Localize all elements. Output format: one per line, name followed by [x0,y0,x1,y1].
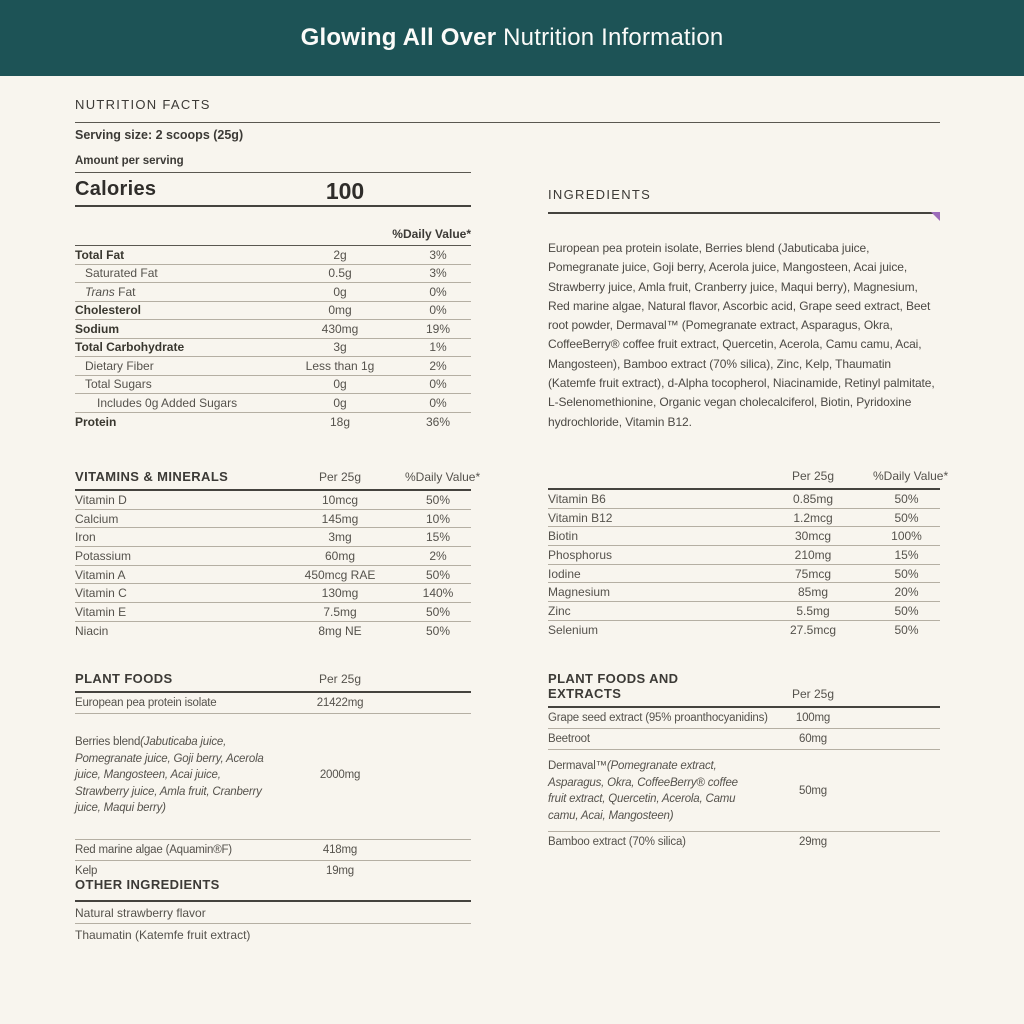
plant-food-label [548,836,753,848]
plant-food-name: Grape seed extract (95% proanthocyanidins) [548,712,768,724]
vitamin-label: Iodine [548,566,581,581]
plant-food-amount: 29mg [799,836,827,848]
table-row [548,490,940,509]
plant-food-name: Berries blend [75,736,141,748]
nutrient-label [75,415,275,429]
vitamin-amount: 27.5mcg [789,623,837,638]
table-row [75,693,471,714]
plant-food-label [75,865,275,877]
vitamins-minerals-title: VITAMINS & MINERALS [75,469,229,484]
amount-per-serving-label: Amount per serving [75,155,471,173]
vitamin-label: Calcium [75,511,119,526]
vitamin-label: Iron [75,530,96,545]
vitamin-daily-value: 50% [425,567,451,582]
plant-food-amount: 50mg [799,785,827,797]
vitamin-amount: 10mcg [321,492,359,507]
plant-food-label [548,733,753,745]
daily-value-column-header: %Daily Value* [873,469,949,483]
page-title-suffix: Nutrition Information [496,24,724,51]
vitamin-amount: 7.5mg [323,604,357,619]
plant-foods-table [75,671,471,881]
vitamin-daily-value: 50% [425,624,451,639]
nutrient-label [75,359,275,373]
nutrient-label-text: Total Carbohydrate [75,340,185,355]
vitamin-label: Potassium [75,548,132,563]
plant-food-amount: 418mg [322,843,358,856]
vitamin-daily-value: 15% [425,530,451,545]
vitamin-label: Selenium [548,623,599,638]
table-row [75,246,471,265]
nutrient-label [75,396,275,410]
vitamin-daily-value: 15% [894,547,919,562]
plant-food-label [75,734,275,817]
daily-value-column-header: %Daily Value* [392,227,471,241]
table-row [75,902,471,924]
nutrient-label [75,303,275,317]
nutrient-label-text: Saturated Fat [85,266,158,281]
vitamin-amount: 1.2mcg [793,510,833,525]
table-row [75,394,471,413]
vitamins-minerals-table-right [548,469,949,640]
nutrition-facts-table [75,245,471,431]
table-row [548,621,940,640]
vitamin-label: Biotin [548,529,579,544]
other-ingredients-section [75,876,471,945]
calories-label: Calories [75,178,157,200]
nutrient-label-text: Sodium [75,321,119,336]
nutrient-label [75,248,275,262]
vitamin-amount: 3mg [328,530,352,545]
nutrient-label [75,285,275,299]
vitamin-daily-value: 50% [425,604,451,619]
nutrient-label-text: Includes 0g Added Sugars [97,395,238,410]
nutrient-label-text: Cholesterol [75,303,142,318]
vitamin-amount: 130mg [321,586,359,601]
plant-food-name: Kelp [75,864,98,877]
nutrient-daily-value: 2% [429,358,447,373]
vitamin-amount: 60mg [324,548,356,563]
table-row [75,566,471,585]
plant-food-name: Red marine algae (Aquamin®F) [75,843,232,856]
other-ingredient-label: Thaumatin (Katemfe fruit extract) [75,928,251,942]
plant-food-label [548,712,768,724]
vitamin-daily-value: 50% [894,603,919,618]
vitamin-label: Phosphorus [548,547,613,562]
table-row [75,603,471,622]
table-row [548,565,940,584]
plant-foods-header-row [75,671,471,693]
table-row [75,413,471,432]
per-25g-column-header: Per 25g [791,469,835,483]
vitamin-daily-value: 50% [425,492,451,507]
per-25g-column-header: Per 25g [318,470,362,484]
plant-foods-extracts-table [548,671,940,852]
plant-food-name: Dermaval™ [548,760,607,772]
page-title [301,24,724,52]
nutrient-daily-value: 3% [429,247,447,262]
plant-food-label [548,758,753,824]
table-row [75,584,471,603]
nutrient-daily-value: 0% [429,284,447,299]
nutrient-label [75,266,275,280]
vitamin-label: Magnesium [548,585,611,600]
vitamin-daily-value: 50% [894,491,919,506]
table-row [75,357,471,376]
vitamin-amount: 75mcg [794,566,832,581]
nutrient-amount: 0.5g [328,266,352,281]
daily-value-column-header: %Daily Value* [405,470,481,484]
nutrient-amount: 0mg [328,303,352,318]
nutrient-daily-value: 0% [429,395,447,410]
nutrient-label-text: Total Sugars [85,377,152,392]
vitamin-daily-value: 2% [429,548,447,563]
table-row [75,714,471,840]
vitamin-label: Vitamin E [75,604,127,619]
nutrient-daily-value: 19% [425,321,451,336]
vitamin-amount: 145mg [321,511,359,526]
table-row [75,510,471,529]
table-row [75,320,471,339]
other-ingredients-rows [75,902,471,945]
serving-size: Serving size: 2 scoops (25g) [75,128,244,142]
ingredients-paragraph: European pea protein isolate, Berries blend (Jabuticaba juice, Pomegranate juice, Goji berry, Acerola juice, Mangosteen, Acai juice, Strawberry juice, Amla fruit, Cranberry juice, Maqui berry), Magnesium, Red marine algae, Natural flavor, Ascorbic acid, Grape seed extract, Beet root powder, Dermaval™ (Pomegranate extract, Asparagus, Okra, CoffeeBerry® coffee fruit extract, Quercetin, Acerola, Camu camu, Acai, Mangosteen), Bamboo extract (70% silica), Zinc, Kelp, Thaumatin (Katemfe fruit extract), d-Alpha tocopherol, Niacinamide, Retinyl palmitate, L-Selenomethionine, Organic vegan cholecalciferol, Biotin, Pyridoxine hydrochloride, Vitamin B12. [548,241,935,429]
vitamins-right-rows [548,490,940,640]
table-row [75,302,471,321]
table-row [548,729,940,750]
vitamin-daily-value: 50% [894,566,919,581]
table-row [75,528,471,547]
nutrient-label-text: Total Fat [75,247,125,262]
nutrient-daily-value: 36% [425,414,451,429]
nutrient-amount: Less than 1g [305,358,375,373]
plant-food-amount: 19mg [326,864,354,877]
nutrient-amount: 3g [333,340,347,355]
nutrient-daily-value: 3% [429,266,447,281]
plant-food-amount: 2000mg [319,769,361,782]
plant-foods-extracts-title: PLANT FOODS AND EXTRACTS [548,671,679,701]
vitamin-daily-value: 50% [894,623,919,638]
nutrient-label-text: Dietary Fiber [85,358,154,373]
plant-food-components: (Pomegranate extract, Asparagus, Okra, CoffeeBerry® coffee fruit extract, Quercetin, Acerola, Camu camu, Acai, Mangosteen) [548,760,738,822]
plant-food-amount: 100mg [795,712,831,724]
ingredients-marker-icon [931,212,940,221]
other-ingredients-title: OTHER INGREDIENTS [75,877,220,892]
nutrient-amount: 430mg [321,321,359,336]
per-25g-column-header: Per 25g [791,687,835,701]
nutrient-label [75,340,275,354]
table-row [548,527,940,546]
plant-food-name: Beetroot [548,733,590,745]
table-row [75,339,471,358]
vitamin-amount: 0.85mg [792,491,834,506]
plant-food-components: (Jabuticaba juice, Pomegranate juice, Goji berry, Acerola juice, Mangosteen, Acai juice, Strawberry juice, Amla fruit, Cranberry juice, Maqui berry) [75,736,264,814]
vitamin-amount: 450mcg RAE [304,567,376,582]
nutrient-amount: 18g [329,414,351,429]
nutrient-amount: 2g [333,247,347,262]
table-row [75,924,471,945]
header-bar [0,0,1024,76]
table-row [75,265,471,284]
vitamins-left-header-row [75,469,481,491]
vitamin-amount: 85mg [797,585,829,600]
ingredients-title-text: INGREDIENTS [548,187,652,202]
vitamin-amount: 5.5mg [796,603,830,618]
per-25g-column-header: Per 25g [318,672,362,686]
vitamin-label: Vitamin B6 [548,491,606,506]
nutrient-amount: 0g [333,395,347,410]
vitamins-minerals-table-left [75,469,481,641]
nutrient-daily-value: 1% [429,340,447,355]
table-row [75,547,471,566]
plant-food-name: Bamboo extract (70% silica) [548,836,686,848]
vitamin-label: Vitamin A [75,567,126,582]
table-row [548,546,940,565]
table-row [75,840,471,861]
plant-foods-title: PLANT FOODS [75,671,173,686]
table-row [548,708,940,729]
nutrient-daily-value: 0% [429,377,447,392]
vitamin-label: Vitamin B12 [548,510,613,525]
vitamin-daily-value: 50% [894,510,919,525]
nutrient-label-text: Fat [114,284,136,299]
vitamin-label: Niacin [75,624,109,639]
plant-food-amount: 60mg [799,733,827,745]
table-row [548,750,940,832]
other-ingredient-label: Natural strawberry flavor [75,906,206,920]
vitamin-daily-value: 100% [891,529,922,544]
vitamin-daily-value: 20% [894,585,919,600]
vitamin-daily-value: 10% [425,511,451,526]
vitamin-label: Zinc [548,603,571,618]
plant-foods-extracts-rows [548,708,940,852]
vitamin-amount: 8mg NE [318,624,362,639]
plant-food-label [75,844,275,856]
table-row [75,491,471,510]
calories-value: 100 [325,178,365,204]
plant-foods-extracts-header-row [548,671,940,708]
nutrient-label-text: Protein [75,414,117,429]
vitamin-amount: 210mg [794,547,832,562]
table-row [548,832,940,852]
ingredients-section-title [548,186,940,214]
calories-row [75,178,471,207]
plant-food-amount: 21422mg [316,697,364,709]
nutrient-amount: 0g [333,284,347,299]
nutrition-facts-section-title [75,96,940,123]
table-row [75,376,471,395]
table-row [548,509,940,528]
nutrient-label [75,322,275,336]
vitamin-label: Vitamin D [75,492,127,507]
page-title-product-name: Glowing All Over [300,24,497,51]
nutrition-facts-title-text: NUTRITION FACTS [75,97,211,112]
plant-food-name: European pea protein isolate [75,697,217,709]
vitamin-label: Vitamin C [75,586,127,601]
nutrient-label [75,377,275,391]
nutrient-daily-value: 0% [429,303,447,318]
vitamin-daily-value: 140% [422,586,454,601]
vitamins-left-rows [75,491,471,641]
other-ingredients-header-row [75,876,471,902]
table-row [548,583,940,602]
nutrient-amount: 0g [333,377,347,392]
table-row [75,283,471,302]
nutrient-label-italic: Trans [85,284,115,299]
plant-foods-rows [75,693,471,881]
vitamins-right-header-row [548,469,949,490]
table-row [75,622,471,641]
plant-food-label [75,697,275,709]
vitamin-amount: 30mcg [794,529,832,544]
table-row [548,602,940,621]
